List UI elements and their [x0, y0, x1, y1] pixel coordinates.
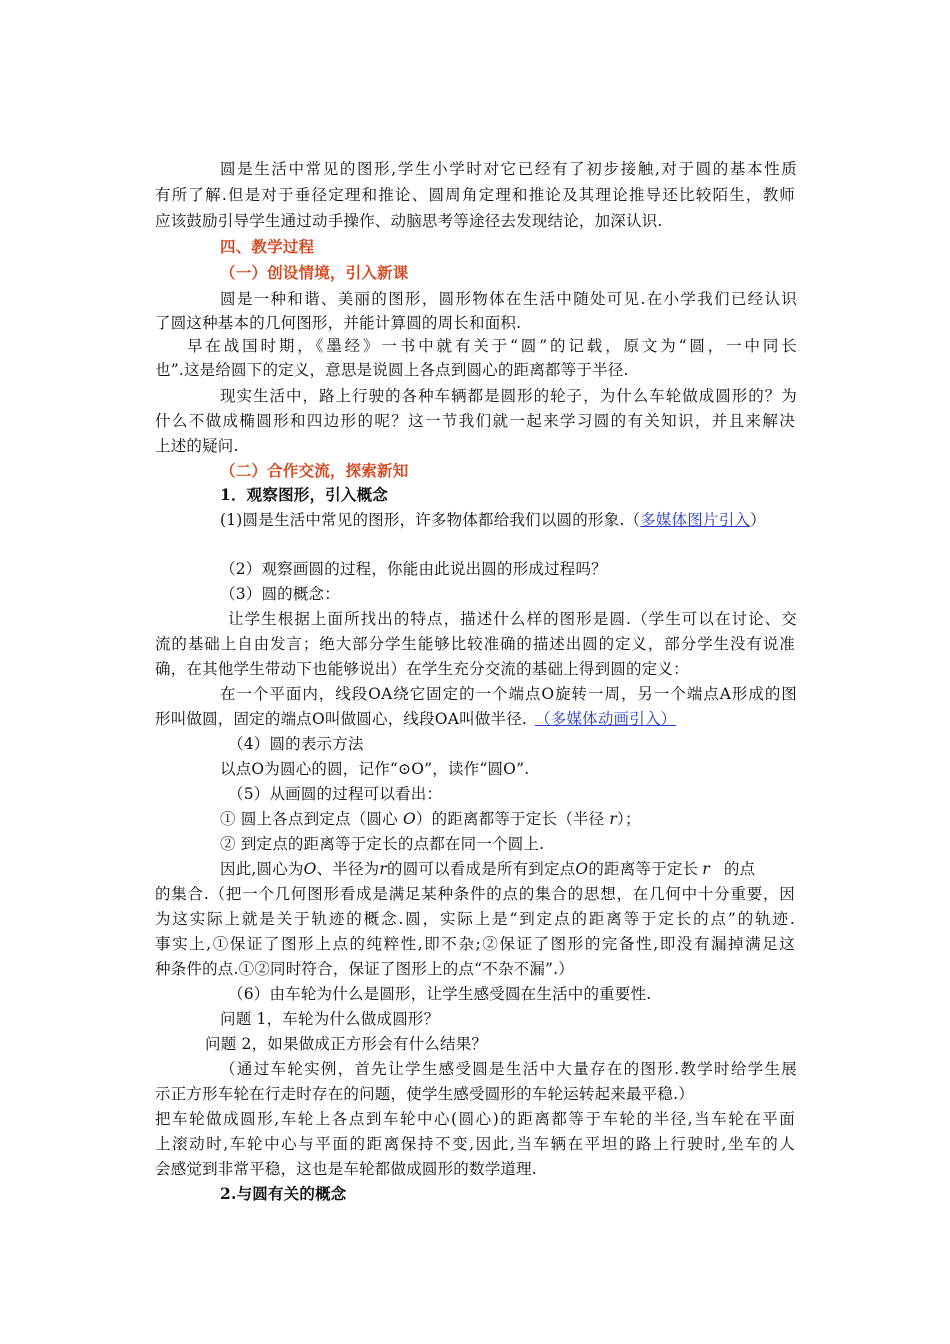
conclusion-text: ）的距离都等于定长（半径 [415, 810, 610, 828]
paragraph-line: （通过车轮实例，首先让学生感受圆是生活中大量存在的图形.教学时给学生展 [220, 1060, 797, 1078]
paragraph-line: 把车轮做成圆形,车轮上各点到车轮中心(圆心)的距离都等于车轮的半径,当车轮在平面 [155, 1110, 795, 1128]
paragraph-line: 的集合.（把一个几何图形看成是满足某种条件的点的集合的思想，在几何中十分重要，因 [155, 885, 795, 903]
paragraph-line: 有所了解.但是对于垂径定理和推论、圆周角定理和推论及其理论推导还比较陌生，教师 [155, 186, 795, 204]
paragraph-line: 上滚动时,车轮中心与平面的距离保持不变,因此,当车辆在平坦的路上行驶时,坐车的人 [155, 1135, 795, 1153]
paragraph-text: 、半径为 [316, 860, 380, 878]
paragraph-line: 现实生活中，路上行驶的各种车辆都是圆形的轮子，为什么车轮做成圆形的？为 [220, 387, 797, 405]
paragraph-line: 圆是一种和谐、美丽的图形，圆形物体在生活中随处可见.在小学我们已经认识 [220, 290, 797, 308]
notation-line: 以点O为圆心的圆，记作“⊙O”，读作“圆O”. [220, 760, 530, 778]
definition-text: 形叫做圆，固定的端点O叫做圆心，线段OA叫做半径. [155, 710, 528, 728]
paragraph-line: 圆是生活中常见的图形,学生小学时对它已经有了初步接触,对于圆的基本性质 [220, 160, 797, 178]
paragraph-line: 上述的疑问. [155, 437, 239, 455]
paragraph-line: 早在战国时期，《墨经》一书中就有关于“圆”的记载，原文为“圆，一中同长 [187, 337, 797, 355]
definition-line: 在一个平面内，线段OA绕它固定的一个端点O旋转一周，另一个端点A形成的图 [220, 685, 797, 703]
conclusion-text: ① 圆上各点到定点（圆心 [220, 810, 403, 828]
paragraph-line: 会感觉到非常平稳，这也是车轮都做成圆形的数学道理. [155, 1160, 537, 1178]
multimedia-animation-link[interactable]: （多媒体动画引入） [535, 710, 677, 728]
variable-o: O [402, 810, 416, 828]
item-line: （5）从画圆的过程可以看出： [228, 785, 443, 803]
paragraph-line: 示正方形车轮在行走时存在的问题，使学生感受圆形的车轮运转起来最平稳.） [155, 1085, 694, 1103]
paragraph-line: 为这实际上就是关于轨迹的概念.圆，实际上是“到定点的距离等于定长的点”的轨迹. [155, 910, 795, 928]
paragraph-text: 的圆可以看成是所有到定点 [387, 860, 576, 878]
paragraph-text: 因此,圆心为 [220, 860, 304, 878]
variable-r: r [702, 860, 710, 878]
paragraph-line: 让学生根据上面所找出的特点，描述什么样的图形是圆.（学生可以在讨论、交 [228, 610, 797, 628]
variable-o: O [303, 860, 317, 878]
item-line: （4）圆的表示方法 [228, 735, 364, 753]
item-text-tail: ） [750, 511, 766, 529]
question-line: 问题 2，如果做成正方形会有什么结果？ [205, 1035, 488, 1053]
paragraph-line: 确，在其他学生带动下也能够说出）在学生充分交流的基础上得到圆的定义： [155, 660, 689, 678]
paragraph-line: 种条件的点.①②同时符合，保证了图形上的点“不杂不漏”.） [155, 960, 575, 978]
conclusion-line: ② 到定点的距离等于定长的点都在同一个圆上. [220, 835, 545, 853]
paragraph-text: 的距离等于定长 [588, 860, 699, 878]
paragraph-line: 也”.这是给圆下的定义，意思是说圆上各点到圆心的距离都等于半径. [155, 361, 629, 379]
item-line [220, 510, 766, 530]
item-heading: 1．观察图形，引入概念 [220, 485, 388, 504]
paragraph-text: 的点 [723, 860, 756, 878]
subsection-heading: （一）创设情境，引入新课 [220, 263, 409, 282]
subsection-heading: （二）合作交流，探索新知 [220, 461, 409, 480]
variable-r: r [609, 810, 618, 828]
paragraph-line: 流的基础上自由发言；绝大部分学生能够比较准确的描述出圆的定义，部分学生没有说准 [155, 635, 795, 653]
item-line: （2）观察画圆的过程，你能由此说出圆的形成过程吗？ [220, 560, 607, 578]
question-line: 问题 1，车轮为什么做成圆形？ [220, 1010, 440, 1028]
item-line: （3）圆的概念： [220, 585, 340, 603]
item-text: (1)圆是生活中常见的图形，许多物体都给我们以圆的形象.（ [220, 511, 641, 529]
paragraph-line: 了圆这种基本的几何图形，并能计算圆的周长和面积. [155, 314, 522, 332]
multimedia-image-link[interactable]: 多媒体图片引入 [640, 511, 751, 529]
conclusion-text: ）； [617, 810, 641, 828]
item-line: （6）由车轮为什么是圆形，让学生感受圆在生活中的重要性. [228, 985, 652, 1003]
variable-o: O [575, 860, 589, 878]
variable-r: r [379, 860, 387, 878]
paragraph-line: 什么不做成椭圆形和四边形的呢？这一节我们就一起来学习圆的有关知识，并且来解决 [155, 412, 795, 430]
paragraph-line: 事实上,①保证了图形上点的纯粹性,即不杂;②保证了图形的完备性,即没有漏掉满足这 [155, 935, 795, 953]
section-heading: 四、教学过程 [220, 237, 315, 256]
conclusion-line [220, 809, 641, 829]
paragraph-line: 应该鼓励引导学生通过动手操作、动脑思考等途径去发现结论，加深认识. [155, 212, 663, 230]
paragraph-line [220, 859, 755, 879]
definition-line [155, 709, 676, 729]
item-heading: 2.与圆有关的概念 [220, 1184, 347, 1203]
